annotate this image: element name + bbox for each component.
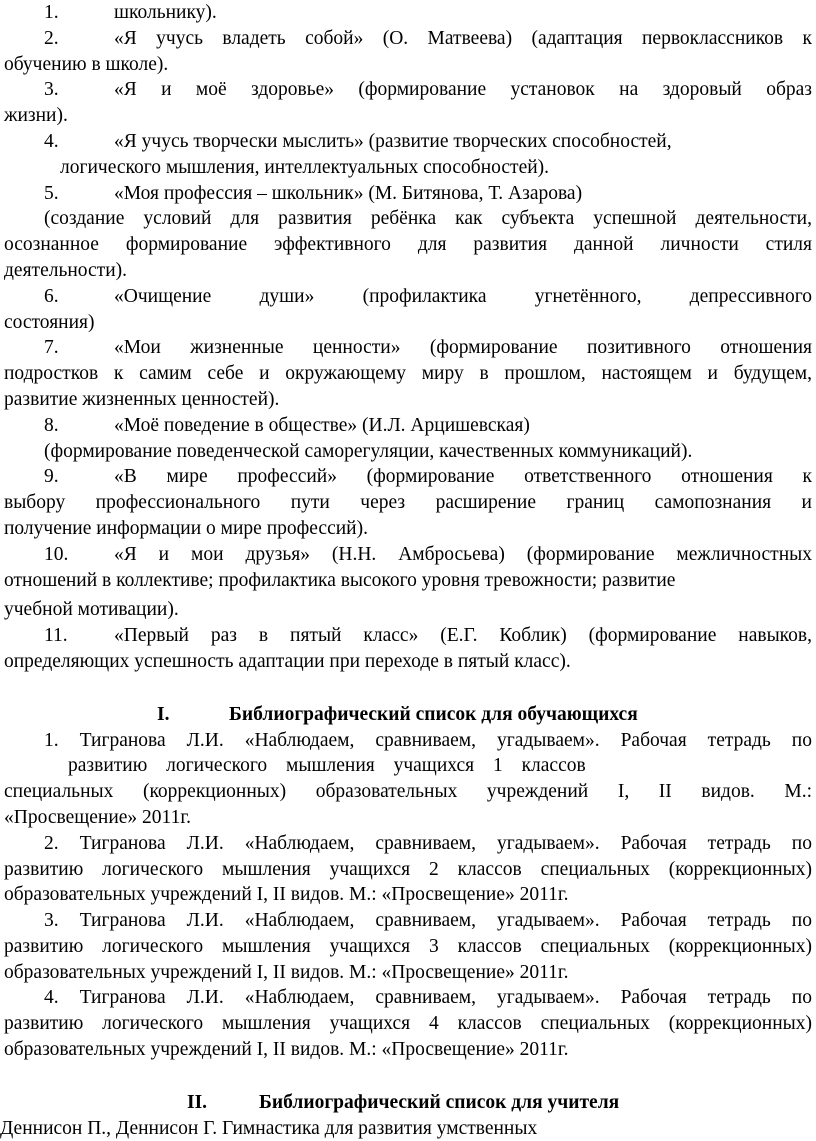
list-item: 2. Тигранова Л.И. «Наблюдаем, сравниваем, угадываем». Рабочая тетрадь по xyxy=(44,832,812,854)
list-item: 5. «Моя профессия – школьник» (М. Битянова, Т. Азарова) xyxy=(44,182,583,204)
list-item-continuation: обучению в школе). xyxy=(4,53,169,75)
list-item-continuation: развитию логического мышления учащихся 3 классов специальных (коррекционных) xyxy=(4,935,812,957)
list-item-continuation: развитию логического мышления учащихся 1 классов xyxy=(68,755,586,777)
list-item-continuation: «Просвещение» 2011г. xyxy=(4,806,191,828)
list-item-continuation: получение информации о мире профессий). xyxy=(4,517,368,539)
list-item-continuation: (создание условий для развития ребёнка как субъекта успешной деятельности, xyxy=(44,208,812,230)
list-item-continuation: специальных (коррекционных) образовательных учреждений I, II видов. М.: xyxy=(4,781,812,803)
list-item: 1. школьнику). xyxy=(44,2,217,23)
list-item-continuation: учебной мотивации). xyxy=(4,599,179,621)
list-item: 3. Тигранова Л.И. «Наблюдаем, сравниваем, угадываем». Рабочая тетрадь по xyxy=(44,910,812,932)
list-item-continuation: развитию логического мышления учащихся 2 классов специальных (коррекционных) xyxy=(4,858,812,880)
list-item-continuation: логического мышления, интеллектуальных способностей). xyxy=(60,156,550,178)
list-item-continuation: (формирование поведенческой саморегуляции, качественных коммуникаций). xyxy=(44,440,693,462)
list-item: 4. Тигранова Л.И. «Наблюдаем, сравниваем, угадываем». Рабочая тетрадь по xyxy=(44,987,812,1009)
section-heading: II. Библиографический список для учителя xyxy=(187,1091,620,1113)
bibliography-teacher xyxy=(0,1090,812,1141)
list-item-continuation: развитию логического мышления учащихся 4 классов специальных (коррекционных) xyxy=(4,1013,812,1035)
spacer xyxy=(4,1063,812,1090)
list-item: 2. «Я учусь владеть собой» (О. Матвеева) (адаптация первоклассников к xyxy=(44,27,812,49)
list-item: 9. «В мире профессий» (формирование ответственного отношения к xyxy=(44,466,812,488)
list-item: 11. «Первый раз в пятый класс» (Е.Г. Коблик) (формирование навыков, xyxy=(44,625,812,647)
list-item: 4. «Я учусь творчески мыслить» (развитие творческих способностей, xyxy=(44,130,672,152)
list-item-continuation: образовательных учреждений I, II видов. М.: «Просвещение» 2011г. xyxy=(4,884,569,906)
list-item: 8. «Моё поведение в обществе» (И.Л. Арцишевская) xyxy=(44,414,530,436)
list-item-continuation: выбору профессионального пути через расширение границ самопознания и xyxy=(4,492,812,514)
list-item-continuation: деятельности). xyxy=(4,259,127,281)
list-item-continuation: определяющих успешность адаптации при переходе в пятый класс). xyxy=(4,650,571,672)
list-item-continuation: жизни). xyxy=(4,105,68,127)
list-item-continuation: образовательных учреждений I, II видов. М.: «Просвещение» 2011г. xyxy=(4,1039,569,1061)
bibliography-students xyxy=(4,702,812,1063)
list-item: 6. «Очищение души» (профилактика угнетённого, депрессивного xyxy=(44,285,812,307)
list-item-continuation: состояния) xyxy=(4,311,95,333)
list-item-continuation: отношений в коллективе; профилактика высокого уровня тревожности; развитие xyxy=(4,569,676,591)
list-item-continuation: развитие жизненных ценностей). xyxy=(4,388,280,410)
list-item: 7. «Мои жизненные ценности» (формирование позитивного отношения xyxy=(44,337,812,359)
list-item: 10. «Я и мои друзья» (Н.Н. Амбросьева) (формирование межличностных xyxy=(44,543,812,565)
section-heading: I. Библиографический список для обучающихся xyxy=(157,703,638,725)
program-list xyxy=(4,0,812,675)
list-item: 1. Тигранова Л.И. «Наблюдаем, сравниваем, угадываем». Рабочая тетрадь по xyxy=(44,729,812,751)
list-item-continuation: образовательных учреждений I, II видов. М.: «Просвещение» 2011г. xyxy=(4,961,569,983)
list-item-continuation: осознанное формирование эффективного для развития данной личности стиля xyxy=(4,234,812,256)
list-item-continuation: подростков к самим себе и окружающему миру в прошлом, настоящем и будущем, xyxy=(4,363,812,385)
list-item: Деннисон П., Деннисон Г. Гимнастика для развития умственных xyxy=(0,1117,538,1139)
spacer xyxy=(4,675,812,702)
list-item: 3. «Я и моё здоровье» (формирование установок на здоровый образ xyxy=(44,79,812,101)
